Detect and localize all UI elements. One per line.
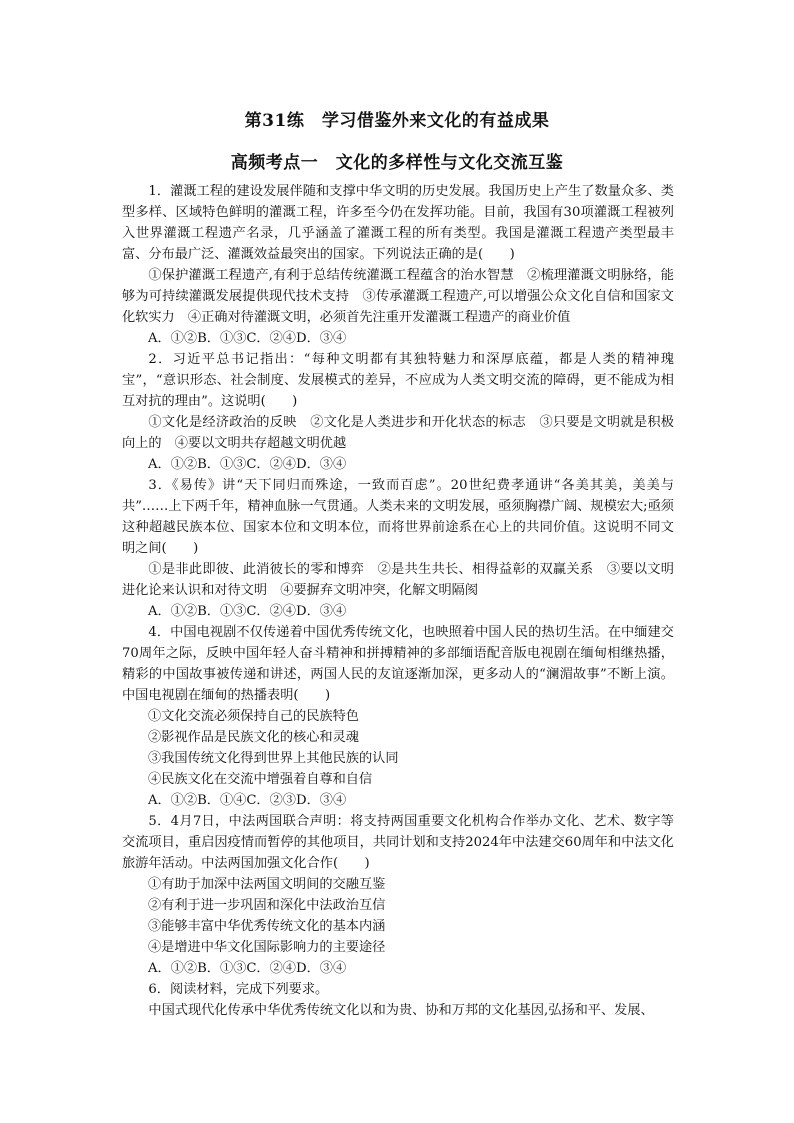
question-5-stem: 5．4月7日，中法两国联合声明：将支持两国重要文化机构合作举办文化、艺术、数字等交流项目，重启因疫情而暂停的其他项目，共同计划和支持2024年中法建交60周年和中法文化旅游年活动。中法两国加强文化合作( ) — [122, 814, 674, 871]
question-1-options: A．①②B．①③C．②④D．③④ — [148, 331, 347, 346]
question-1-stem: 1．灌溉工程的建设发展伴随和支撑中华文明的历史发展。我国历史上产生了数量众多、类型多样、区域特色鲜明的灌溉工程，许多至今仍在发挥功能。目前，我国有30项灌溉工程被列入世界灌溉工程遗产名录，几乎涵盖了灌溉工程的所有类型。我国是灌溉工程遗产类型最丰富、分布最广泛、灌溉效益最突出的国家。下列说法正确的是( ) — [122, 184, 674, 262]
question-5-options: A．①②B．①③C．②④D．③④ — [148, 961, 347, 976]
question-2-options: A．①②B．①③C．②④D．③④ — [148, 457, 347, 472]
section-heading: 高频考点一 文化的多样性与文化交流互鉴 — [230, 153, 564, 173]
question-4-item: ②影视作品是民族文化的核心和灵魂 — [148, 730, 359, 745]
question-6-material: 中国式现代化传承中华优秀传统文化以和为贵、协和万邦的文化基因,弘扬和平、发展、 — [148, 1003, 654, 1018]
question-2-items: ①文化是经济政治的反映 ②文化是人类进步和开化状态的标志 ③只要是文明就是积极向上的 ④要以文明共存超越文明优越 — [122, 415, 674, 451]
question-4-item: ④民族文化在交流中增强着自尊和自信 — [148, 772, 373, 787]
question-5-item: ③能够丰富中华优秀传统文化的基本内涵 — [148, 919, 386, 934]
question-5-item: ①有助于加深中法两国文明间的交融互鉴 — [148, 877, 386, 892]
page-title: 第31练 学习借鉴外来文化的有益成果 — [244, 111, 550, 131]
question-5-item: ②有利于进一步巩固和深化中法政治互信 — [148, 898, 386, 913]
question-list — [122, 181, 674, 1021]
question-1-items: ①保护灌溉工程遗产,有利于总结传统灌溉工程蕴含的治水智慧 ②梳理灌溉文明脉络，能够为可持续灌溉发展提供现代技术支持 ③传承灌溉工程遗产,可以增强公众文化自信和国家文化软实力 ④正确对待灌溉文明，必须首先注重开发灌溉工程遗产的商业价值 — [122, 268, 674, 325]
question-6-stem: 6．阅读材料，完成下列要求。 — [148, 982, 329, 997]
question-2-stem: 2．习近平总书记指出：“每种文明都有其独特魅力和深厚底蕴，都是人类的精神瑰宝”，“意识形态、社会制度、发展模式的差异，不应成为人类文明交流的障碍，更不能成为相互对抗的理由”。这说明( ) — [122, 352, 674, 409]
question-3-options: A．①②B．①③C．②④D．③④ — [148, 604, 347, 619]
question-4-item: ③我国传统文化得到世界上其他民族的认同 — [148, 751, 399, 766]
question-3-items: ①是非此即彼、此消彼长的零和博弈 ②是共生共长、相得益彰的双赢关系 ③要以文明进化论来认识和对待文明 ④要摒弃文明冲突，化解文明隔阂 — [122, 562, 674, 598]
question-5-item: ④是增进中华文化国际影响力的主要途径 — [148, 940, 386, 955]
question-3-stem: 3．《易传》讲“天下同归而殊途，一致而百虑”。20世纪费孝通讲“各美其美，美美与共”……上下两千年，精神血脉一气贯通。人类未来的文明发展，亟须胸襟广阔、规模宏大;亟须这种超越民族本位、国家本位和文明本位，而将世界前途系在心上的共同价值。这说明不同文明之间( ) — [122, 478, 674, 556]
question-4-options: A．①②B．①④C．②③D．③④ — [148, 793, 347, 808]
question-4-stem: 4．中国电视剧不仅传递着中国优秀传统文化，也映照着中国人民的热切生活。在中缅建交70周年之际，反映中国年轻人奋斗精神和拼搏精神的多部缅语配音版电视剧在缅甸相继热播，精彩的中国故事被传递和讲述，两国人民的友谊逐渐加深，更多动人的“澜湄故事”不断上演。中国电视剧在缅甸的热播表明( ) — [122, 625, 674, 703]
question-4-item: ①文化交流必须保持自己的民族特色 — [148, 709, 359, 724]
